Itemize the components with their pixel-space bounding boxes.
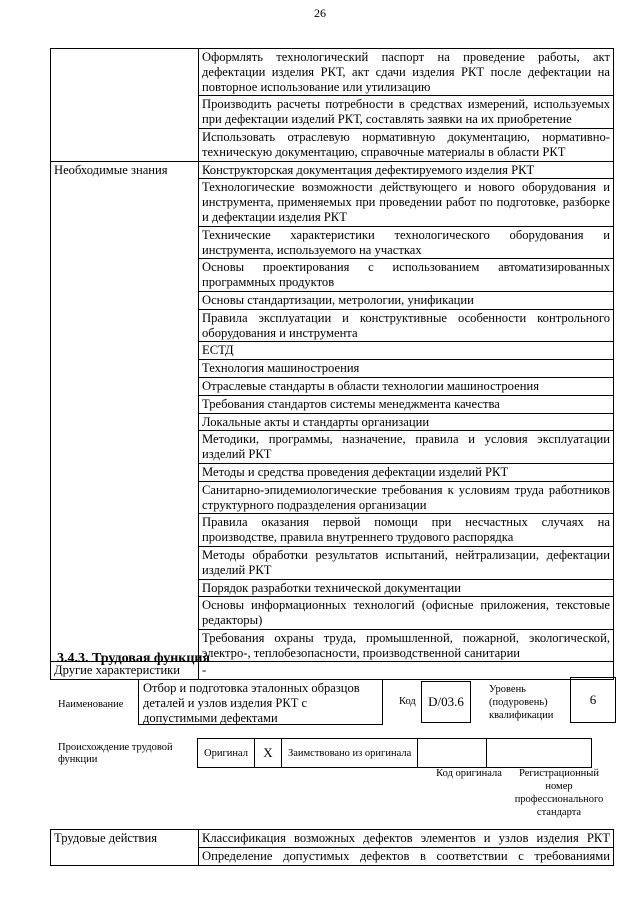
origin-label: Происхождение трудовой функции bbox=[58, 742, 173, 765]
knowledge-item: Технология машиностроения bbox=[199, 360, 614, 378]
row-label bbox=[51, 49, 199, 162]
knowledge-item: Методики, программы, назначение, правила и условия эксплуатации изделий РКТ bbox=[199, 431, 614, 464]
knowledge-item: Основы информационных технологий (офисные приложения, текстовые редакторы) bbox=[199, 597, 614, 630]
knowledge-item: Правила оказания первой помощи при несчастных случаях на производстве, правила внутреннего трудового распорядка bbox=[199, 514, 614, 547]
knowledge-item: Методы обработки результатов испытаний, нейтрализации, дефектации изделий РКТ bbox=[199, 546, 614, 579]
skill-item: Производить расчеты потребности в средствах измерений, используемых при дефектации изделий РКТ, составлять заявки на их приобретение bbox=[199, 96, 614, 129]
table-row bbox=[51, 830, 614, 848]
page-number: 26 bbox=[314, 6, 326, 20]
table-row bbox=[51, 49, 614, 96]
knowledge-item: ЕСТД bbox=[199, 342, 614, 360]
knowledge-item: Порядок разработки технической документации bbox=[199, 579, 614, 597]
knowledge-item: Методы и средства проведения дефектации изделий РКТ bbox=[199, 463, 614, 481]
knowledge-item: Конструкторская документация дефектируемого изделия РКТ bbox=[199, 161, 614, 179]
name-label: Наименование bbox=[58, 699, 124, 710]
knowledge-item: Требования стандартов системы менеджмента качества bbox=[199, 395, 614, 413]
original-label: Оригинал bbox=[198, 739, 255, 768]
knowledge-item: Основы проектирования с использованием автоматизированных программных продуктов bbox=[199, 259, 614, 292]
reg-number-label: Регистрационный номер профессионального стандарта bbox=[514, 768, 604, 818]
skill-item: Оформлять технологический паспорт на проведение работы, акт дефектации изделия РКТ, акт сдачи изделия РКТ после дефектации на повторное использование или утилизацию bbox=[199, 49, 614, 96]
knowledge-item: Технологические возможности действующего и нового оборудования и инструмента, применяемых при проведении работ по подготовке, разборке и дефектации изделия РКТ bbox=[199, 179, 614, 226]
skill-item: Использовать отраслевую нормативную документацию, нормативно-техническую документацию, справочные материалы в области РКТ bbox=[199, 128, 614, 161]
knowledge-item: Локальные акты и стандарты организации bbox=[199, 413, 614, 431]
knowledge-item: Отраслевые стандарты в области технологии машиностроения bbox=[199, 377, 614, 395]
actions-table bbox=[50, 829, 614, 866]
level-label: Уровень (подуровень) квалификации bbox=[489, 684, 554, 721]
competency-table bbox=[50, 48, 614, 680]
code-value: D/03.6 bbox=[421, 681, 471, 723]
original-mark: X bbox=[255, 739, 282, 768]
actions-label: Трудовые действия bbox=[51, 830, 199, 866]
knowledge-item: Требования охраны труда, промышленной, пожарной, экологической, электро-, теплобезопасности, производственной санитарии bbox=[199, 629, 614, 662]
knowledge-item: Правила эксплуатации и конструктивные особенности контрольного оборудования и инструмента bbox=[199, 309, 614, 342]
table-row bbox=[51, 161, 614, 179]
code-original-cell bbox=[418, 739, 487, 768]
knowledge-label: Необходимые знания bbox=[51, 161, 199, 662]
knowledge-item: Технические характеристики технологического оборудования и инструмента, используемого на участках bbox=[199, 226, 614, 259]
reg-number-cell bbox=[487, 739, 592, 768]
action-item: Классификация возможных дефектов элементов и узлов изделия РКТ bbox=[199, 830, 614, 848]
other-value: - bbox=[199, 662, 614, 680]
knowledge-item: Основы стандартизации, метрологии, унификации bbox=[199, 291, 614, 309]
action-item: Определение допустимых дефектов в соответствии с требованиями bbox=[199, 847, 614, 865]
origin-table bbox=[197, 738, 592, 768]
code-label: Код bbox=[399, 696, 416, 707]
name-value: Отбор и подготовка эталонных образцов деталей и узлов изделия РКТ с допустимыми дефектами bbox=[138, 679, 383, 725]
code-original-label: Код оригинала bbox=[436, 768, 502, 779]
level-value: 6 bbox=[570, 677, 616, 723]
other-label: Другие характеристики bbox=[51, 662, 199, 680]
knowledge-item: Санитарно-эпидемиологические требования к условиям труда работников структурного подразделения организации bbox=[199, 481, 614, 514]
section-heading: 3.4.3. Трудовая функция bbox=[57, 651, 211, 666]
borrowed-label: Заимствовано из оригинала bbox=[282, 739, 418, 768]
